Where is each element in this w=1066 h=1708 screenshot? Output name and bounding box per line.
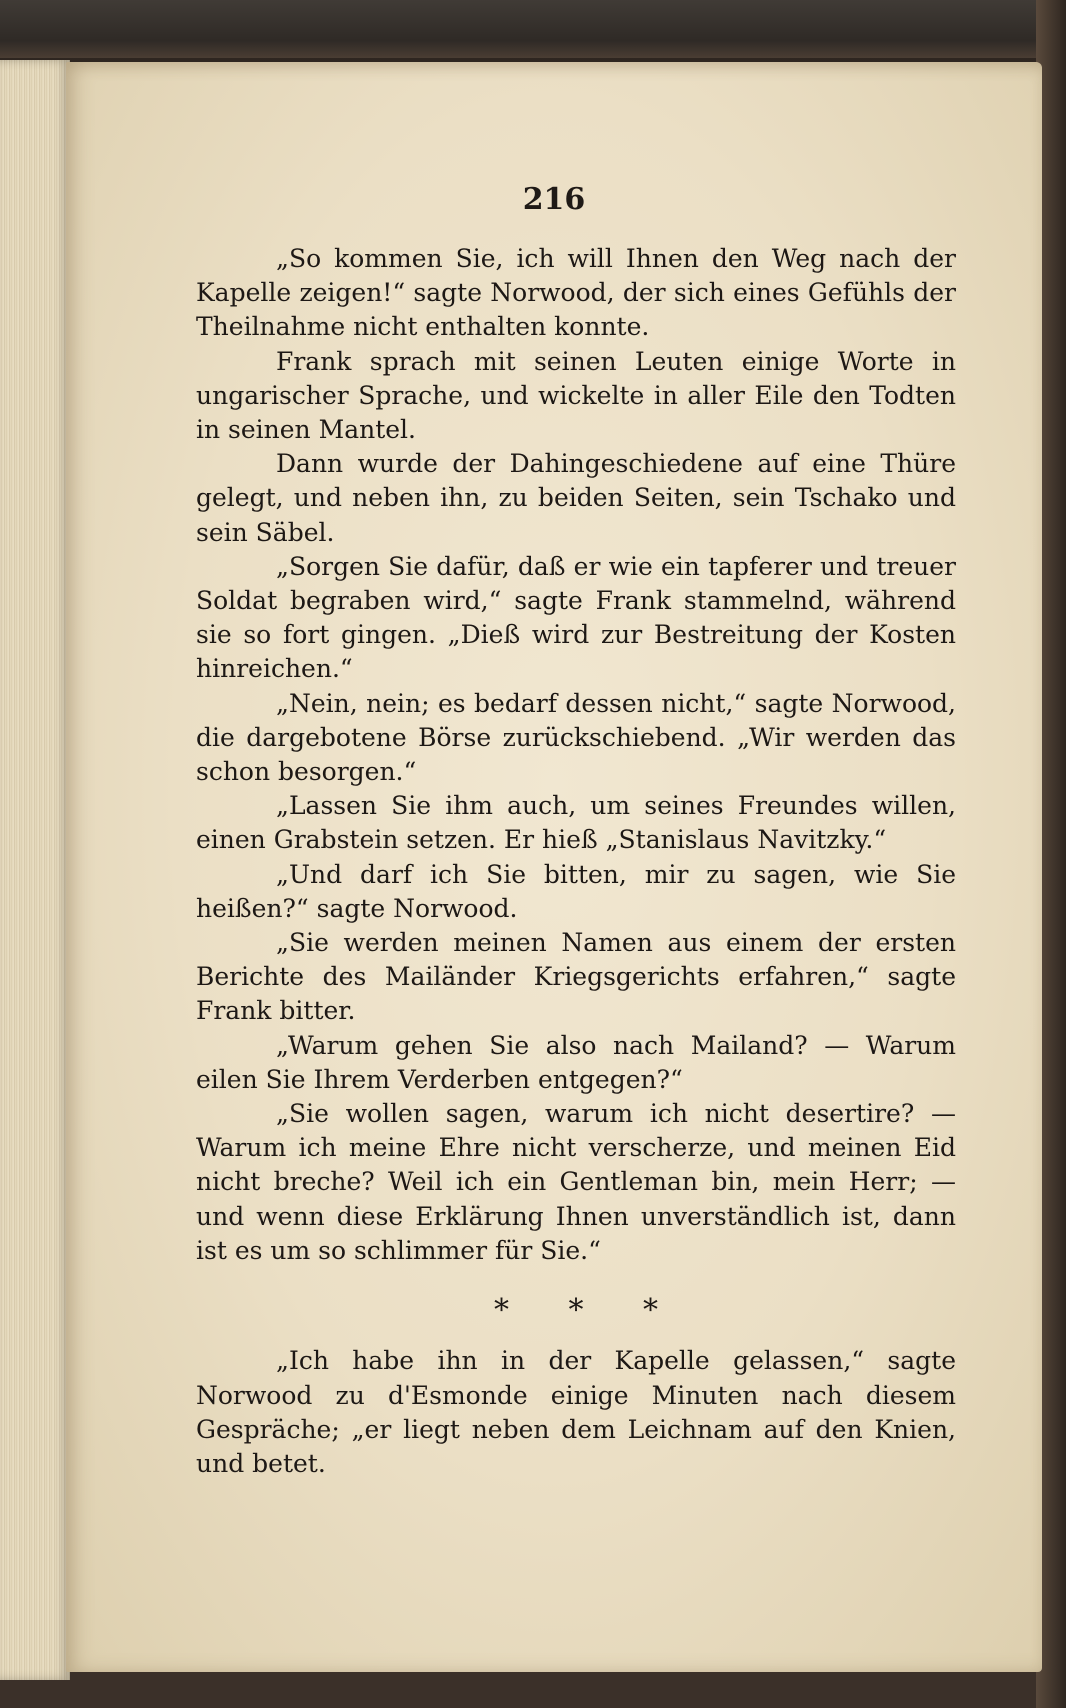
page-edges	[0, 60, 70, 1680]
paragraph: „Sie werden meinen Namen aus einem der ersten Berichte des Mailänder Kriegsgerichts erfahren,“ sagte Frank bitter.	[196, 928, 956, 1026]
page-text	[196, 242, 956, 1481]
book-page	[66, 62, 1042, 1672]
paragraph: „Sorgen Sie dafür, daß er wie ein tapferer und treuer Soldat begraben wird,“ sagte Frank stammelnd, während sie so fort gingen. „Dieß wird zur Bestreitung der Kosten hinreichen.“	[196, 551, 956, 684]
paragraph: „Lassen Sie ihm auch, um seines Freundes willen, einen Grabstein setzen. Er hieß „Stanislaus Navitzky.“	[196, 791, 956, 855]
paragraph: „Nein, nein; es bedarf dessen nicht,“ sagte Norwood, die dargebotene Börse zurückschiebend. „Wir werden das schon besorgen.“	[196, 688, 956, 787]
section-separator: * * *	[493, 1293, 659, 1329]
paragraph: „Sie wollen sagen, warum ich nicht desertire? — Warum ich meine Ehre nicht verscherze, und meinen Eid nicht breche? Weil ich ein Gentleman bin, mein Herr; — und wenn diese Erklärung Ihnen unverständlich ist, dann ist es um so schlimmer für Sie.“	[196, 1099, 956, 1265]
book-cover-top	[0, 0, 1066, 58]
page-number: 216	[522, 182, 586, 217]
paragraph: Frank sprach mit seinen Leuten einige Worte in ungarischer Sprache, und wickelte in aller Eile den Todten in seinen Mantel.	[196, 346, 956, 445]
paragraph: Dann wurde der Dahingeschiedene auf eine Thüre gelegt, und neben ihn, zu beiden Seiten, sein Tschako und sein Säbel.	[196, 449, 956, 547]
closing-paragraph: „Ich habe ihn in der Kapelle gelassen,“ sagte Norwood zu d'Esmonde einige Minuten nach diesem Gespräche; „er liegt neben dem Leichnam auf den Knien, und betet.	[196, 1346, 956, 1478]
paragraph: „Und darf ich Sie bitten, mir zu sagen, wie Sie heißen?“ sagte Norwood.	[196, 859, 956, 923]
paragraph: „So kommen Sie, ich will Ihnen den Weg nach der Kapelle zeigen!“ sagte Norwood, der sich eines Gefühls der Theilnahme nicht enthalten konnte.	[196, 244, 956, 342]
paragraph: „Warum gehen Sie also nach Mailand? — Warum eilen Sie Ihrem Verderben entgegen?“	[196, 1030, 956, 1094]
